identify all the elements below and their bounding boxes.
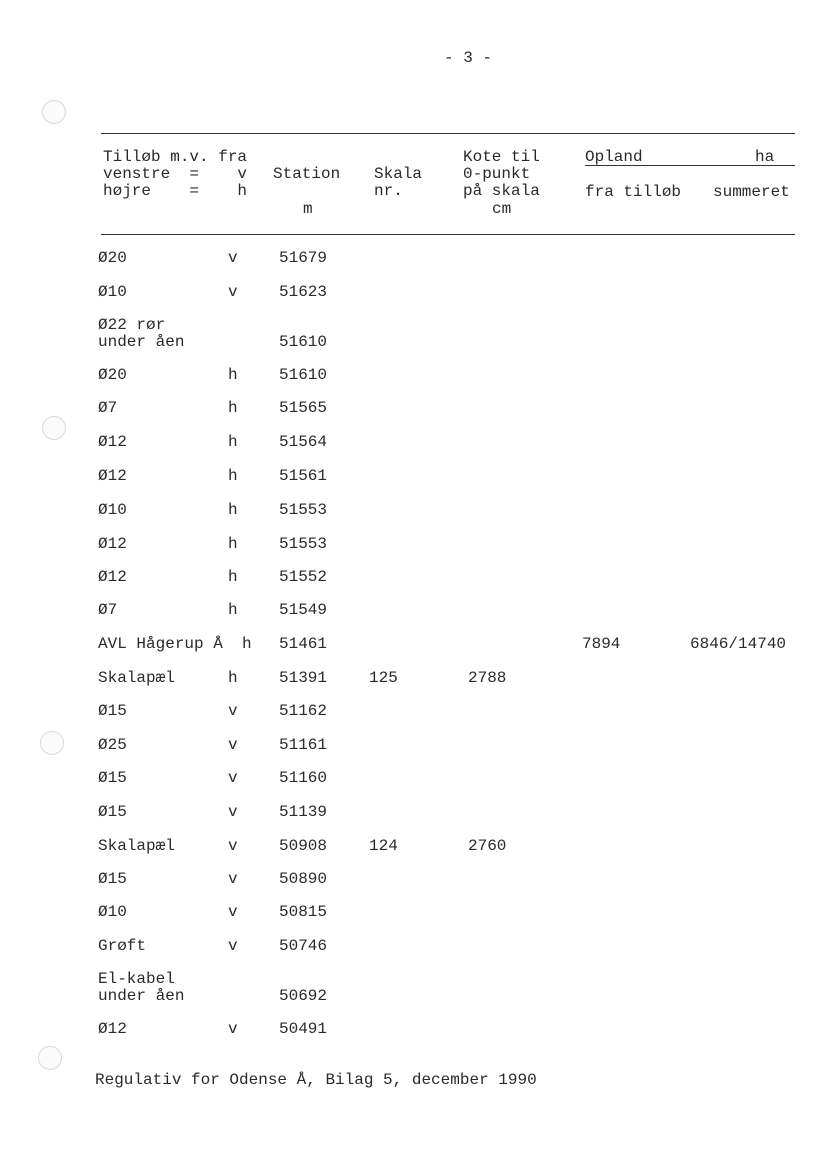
row-station: 51391 <box>279 669 328 687</box>
header-col1-line2: venstre = v <box>103 165 248 183</box>
row-name: Ø10 <box>98 283 127 301</box>
row-side: h <box>228 669 238 687</box>
header-col1-line1: Tilløb m.v. fra <box>103 148 248 166</box>
row-skala: 125 <box>369 669 398 687</box>
table-row <box>0 737 827 771</box>
row-side: h <box>228 399 238 417</box>
table-row <box>0 569 827 603</box>
row-name: Ø12 <box>98 467 127 485</box>
row-station: 50815 <box>279 903 328 921</box>
row-side: h <box>228 535 238 553</box>
row-station: 50491 <box>279 1020 328 1038</box>
row-side: v <box>228 837 238 855</box>
header-skala-line2: nr. <box>374 182 403 200</box>
row-name: Ø10 <box>98 501 127 519</box>
table-row <box>0 434 827 468</box>
row-side: v <box>228 283 238 301</box>
table-row <box>0 938 827 972</box>
row-station: 51623 <box>279 283 328 301</box>
row-station: 51565 <box>279 399 328 417</box>
header-station: Station <box>273 165 341 183</box>
row-station: 51610 <box>279 366 328 384</box>
row-side: v <box>228 937 238 955</box>
row-station: 51549 <box>279 601 328 619</box>
row-side: v <box>228 903 238 921</box>
row-name: Grøft <box>98 937 147 955</box>
row-station: 51461 <box>279 635 328 653</box>
row-station: 51553 <box>279 501 328 519</box>
row-name: Ø15 <box>98 702 127 720</box>
table-row <box>0 770 827 804</box>
row-station: 51564 <box>279 433 328 451</box>
header-top-rule <box>101 133 795 134</box>
table-row <box>0 536 827 570</box>
header-fra-tillob: fra tilløb <box>585 183 682 201</box>
table-row <box>0 602 827 636</box>
row-name: Ø20 <box>98 249 127 267</box>
header-col1-line3: højre = h <box>103 182 248 200</box>
row-name: Ø10 <box>98 903 127 921</box>
binder-hole-1 <box>42 100 66 124</box>
row-station: 51161 <box>279 736 328 754</box>
row-fra-tillob: 7894 <box>582 635 621 653</box>
row-station: 50890 <box>279 870 328 888</box>
table-row <box>0 971 827 1005</box>
row-name: Skalapæl <box>98 837 175 855</box>
row-side: h <box>228 467 238 485</box>
header-kote-line1: Kote til <box>463 148 540 166</box>
row-station: 50692 <box>279 987 328 1005</box>
header-opland-unit: ha <box>755 148 775 166</box>
row-side: h <box>228 568 238 586</box>
row-kote: 2788 <box>468 669 507 687</box>
header-summeret: summeret <box>713 183 790 201</box>
row-station: 51610 <box>279 333 328 351</box>
row-side: v <box>228 870 238 888</box>
header-kote-line4: cm <box>492 200 512 218</box>
table-row <box>0 250 827 284</box>
row-side: v <box>228 736 238 754</box>
header-skala-line1: Skala <box>374 165 423 183</box>
row-side: v <box>228 769 238 787</box>
row-name: Ø12 <box>98 535 127 553</box>
row-side: v <box>228 1020 238 1038</box>
row-name: AVL Hågerup Å h <box>98 635 252 653</box>
row-station: 51553 <box>279 535 328 553</box>
row-name: Ø15 <box>98 870 127 888</box>
page-number: - 3 - <box>444 49 493 67</box>
table-row <box>0 367 827 401</box>
row-station: 51561 <box>279 467 328 485</box>
row-side: h <box>228 366 238 384</box>
table-row <box>0 703 827 737</box>
row-name: Ø22 rør under åen <box>98 316 185 351</box>
row-name: Ø12 <box>98 433 127 451</box>
table-row <box>0 400 827 434</box>
row-name: Ø15 <box>98 769 127 787</box>
row-name: Ø15 <box>98 803 127 821</box>
table-row <box>0 670 827 704</box>
row-side: v <box>228 803 238 821</box>
row-station: 51552 <box>279 568 328 586</box>
row-name: Ø20 <box>98 366 127 384</box>
table-row <box>0 284 827 318</box>
row-name: Ø12 <box>98 1020 127 1038</box>
row-summeret: 6846/14740 <box>690 635 787 653</box>
row-side: h <box>228 601 238 619</box>
row-station: 51679 <box>279 249 328 267</box>
table-row <box>0 468 827 502</box>
row-name: Ø7 <box>98 399 118 417</box>
row-name: Skalapæl <box>98 669 175 687</box>
header-opland: Opland <box>585 148 643 166</box>
table-row <box>0 904 827 938</box>
footer-text: Regulativ for Odense Å, Bilag 5, december 1990 <box>95 1071 537 1089</box>
header-bottom-rule <box>101 234 795 235</box>
header-station-unit: m <box>303 200 313 218</box>
row-skala: 124 <box>369 837 398 855</box>
row-kote: 2760 <box>468 837 507 855</box>
row-name: Ø7 <box>98 601 118 619</box>
table-row <box>0 871 827 905</box>
row-side: h <box>228 433 238 451</box>
table-row <box>0 838 827 872</box>
row-station: 51160 <box>279 769 328 787</box>
row-station: 50746 <box>279 937 328 955</box>
header-kote-line3: på skala <box>463 182 540 200</box>
table-row <box>0 1021 827 1055</box>
table-row <box>0 502 827 536</box>
row-name: El-kabel under åen <box>98 970 185 1005</box>
header-kote-line2: 0-punkt <box>463 165 531 183</box>
table-row <box>0 636 827 670</box>
row-name: Ø25 <box>98 736 127 754</box>
table-row <box>0 804 827 838</box>
row-side: v <box>228 249 238 267</box>
row-side: h <box>228 501 238 519</box>
row-station: 51139 <box>279 803 328 821</box>
row-side: v <box>228 702 238 720</box>
table-row <box>0 317 827 351</box>
row-station: 51162 <box>279 702 328 720</box>
row-station: 50908 <box>279 837 328 855</box>
row-name: Ø12 <box>98 568 127 586</box>
